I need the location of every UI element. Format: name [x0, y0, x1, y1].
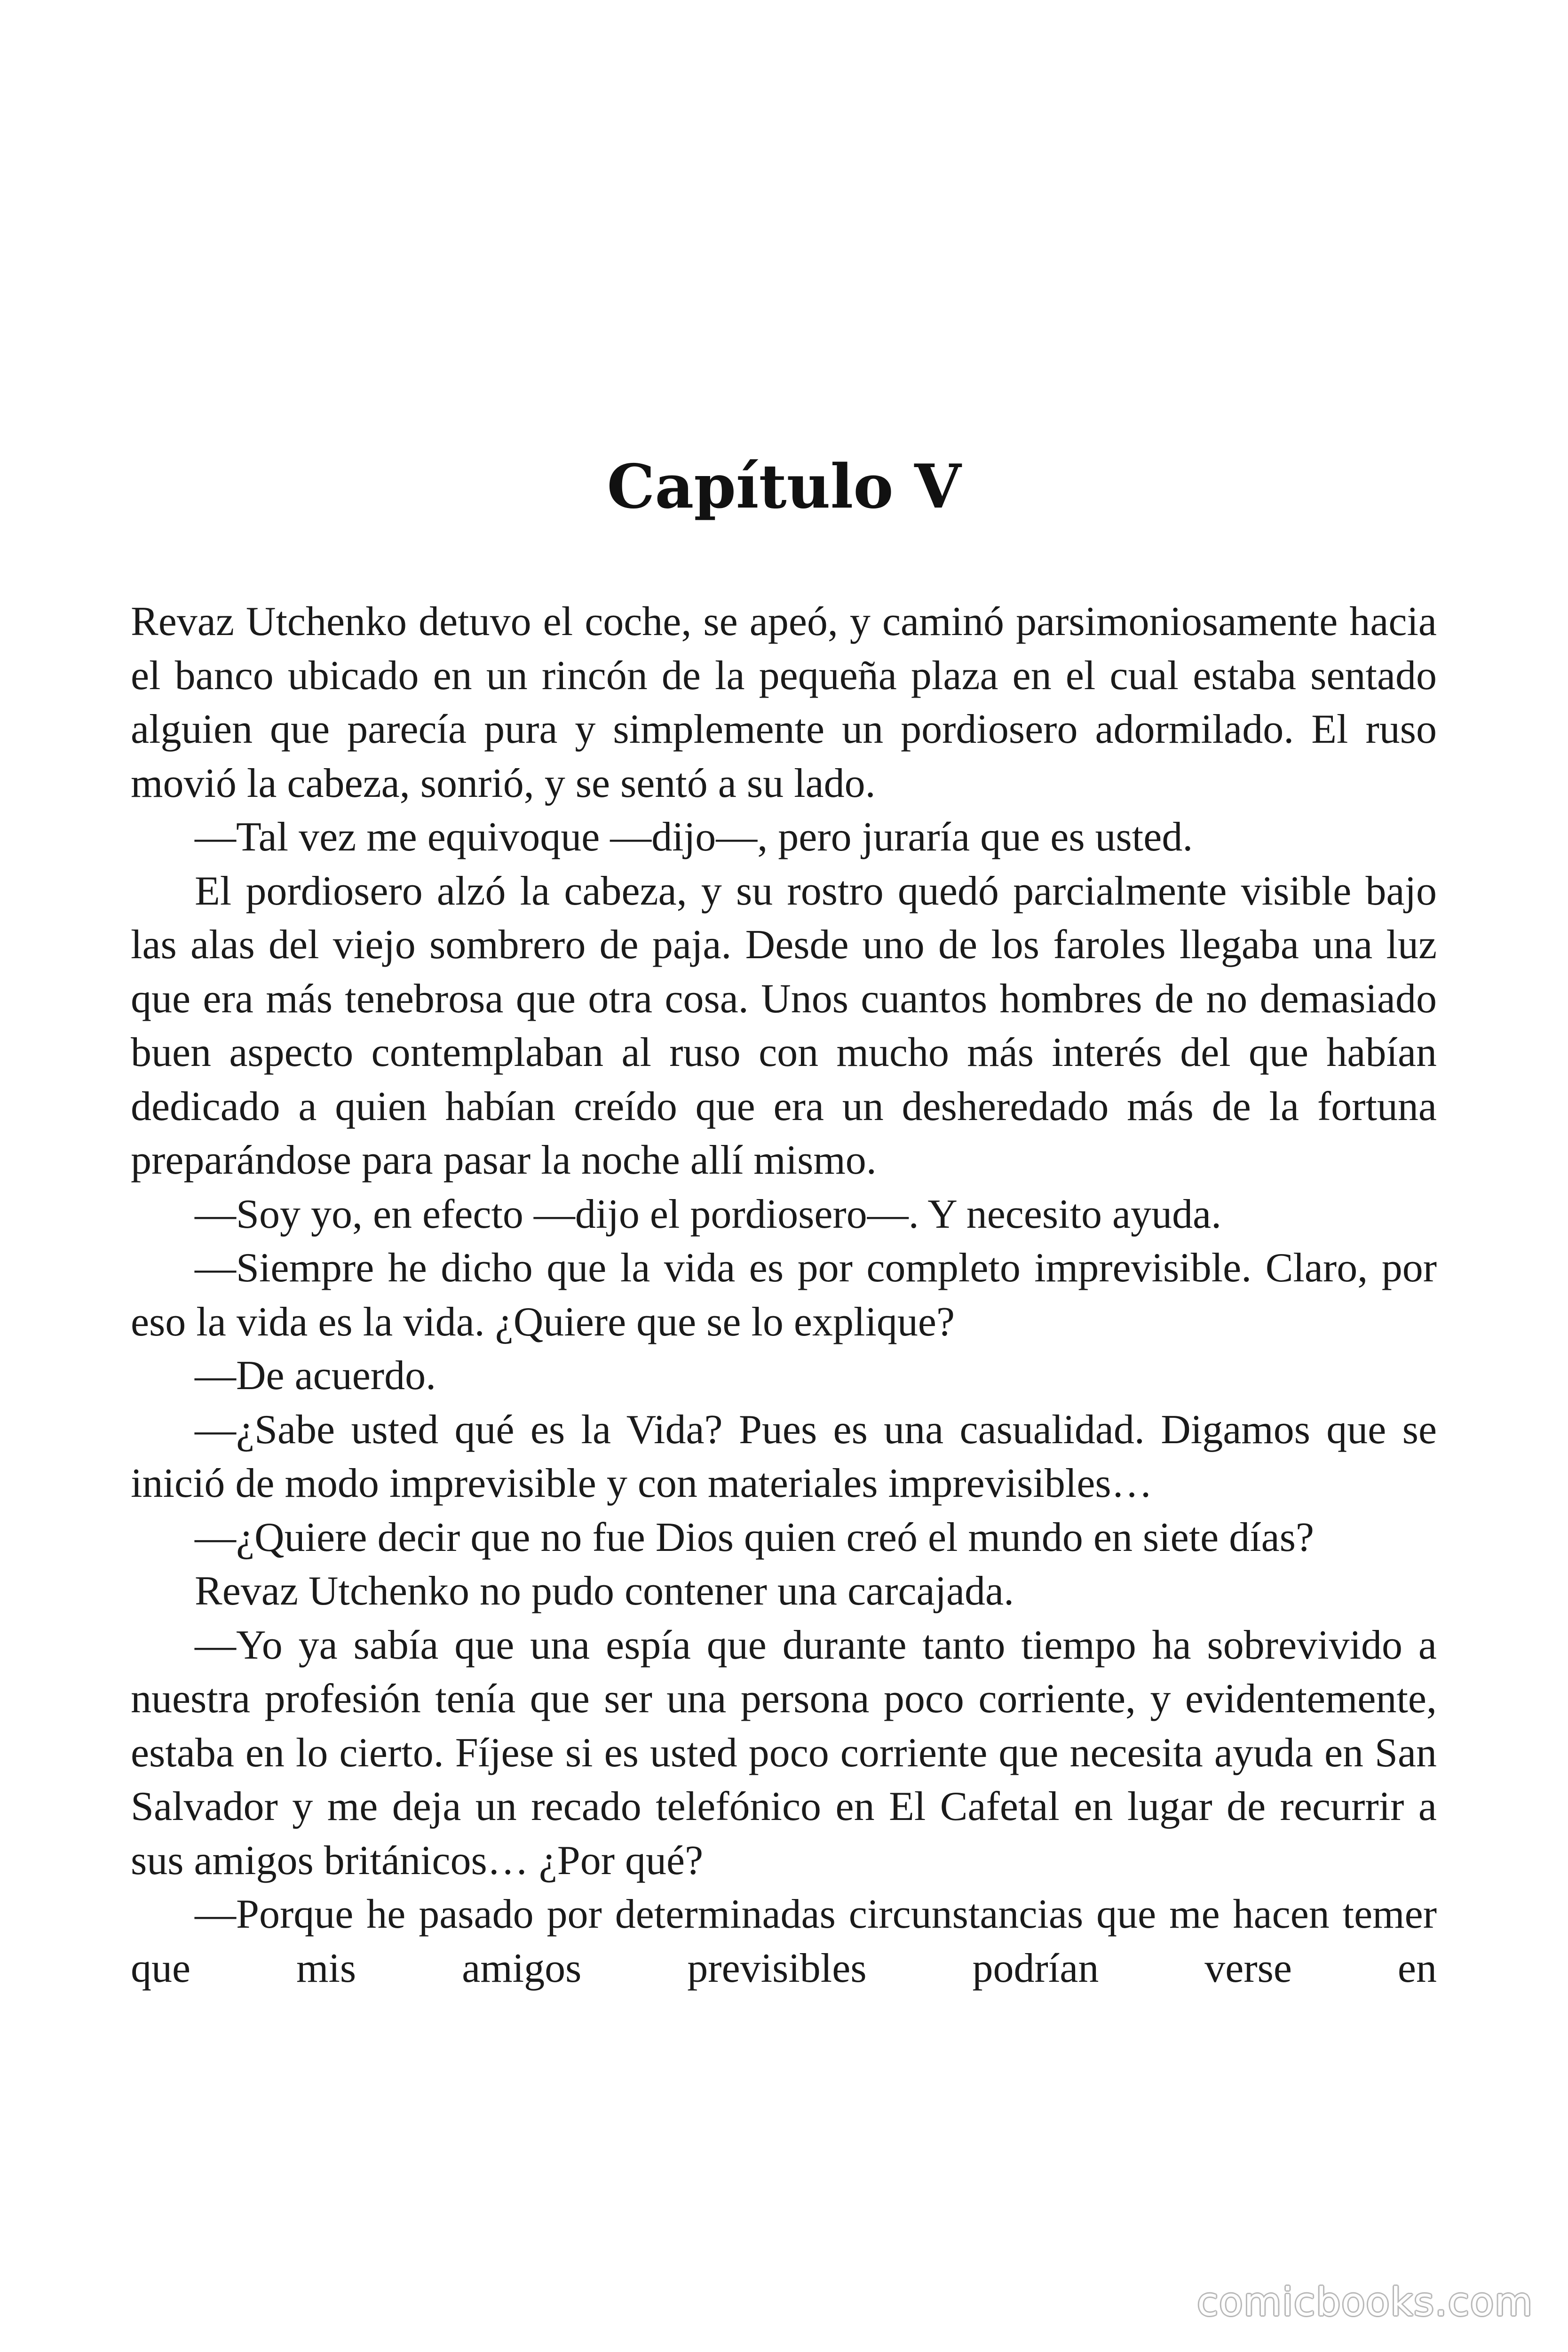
- chapter-title: Capítulo V: [607, 452, 961, 522]
- paragraph: Revaz Utchenko no pudo contener una carcajada.: [195, 1568, 1014, 1614]
- chapter-body: [131, 595, 1437, 1995]
- paragraph: —¿Quiere decir que no fue Dios quien creó el mundo en siete días?: [195, 1514, 1315, 1560]
- paragraph: —¿Sabe usted qué es la Vida? Pues es una casualidad. Digamos que se inició de modo imprevisible y con materiales imprevisibles…: [131, 1406, 1437, 1506]
- paragraph: —Porque he pasado por determinadas circunstancias que me hacen temer que mis amigos previsibles podrían verse en: [131, 1891, 1437, 1991]
- paragraph: —Yo ya sabía que una espía que durante tanto tiempo ha sobrevivido a nuestra profesión tenía que ser una persona poco corriente, y evidentemente, estaba en lo cierto. Fíjese si es usted poco corriente que necesita ayuda en San Salvador y me deja un recado telefónico en El Cafetal en lugar de recurrir a sus amigos británicos… ¿Por qué?: [131, 1622, 1437, 1883]
- paragraph: Revaz Utchenko detuvo el coche, se apeó, y caminó parsimoniosamente hacia el banco ubicado en un rincón de la pequeña plaza en el cual estaba sentado alguien que parecía pura y simplemente un pordiosero adormilado. El ruso movió la cabeza, sonrió, y se sentó a su lado.: [131, 599, 1437, 806]
- paragraph: —Tal vez me equivoque —dijo—, pero juraría que es usted.: [195, 814, 1193, 860]
- paragraph: El pordiosero alzó la cabeza, y su rostro quedó parcialmente visible bajo las alas del viejo sombrero de paja. Desde uno de los faroles llegaba una luz que era más tenebrosa que otra cosa. Unos cuantos hombres de no demasiado buen aspecto contemplaban al ruso con mucho más interés del que habían dedicado a quien habían creído que era un desheredado más de la fortuna preparándose para pasar la noche allí mismo.: [131, 868, 1437, 1183]
- paragraph: —Siempre he dicho que la vida es por completo imprevisible. Claro, por eso la vida es la vida. ¿Quiere que se lo explique?: [131, 1245, 1437, 1345]
- watermark-logo: comicbooks.com: [1197, 2280, 1533, 2325]
- paragraph: —Soy yo, en efecto —dijo el pordiosero—. Y necesito ayuda.: [195, 1191, 1222, 1237]
- paragraph: —De acuerdo.: [195, 1353, 436, 1398]
